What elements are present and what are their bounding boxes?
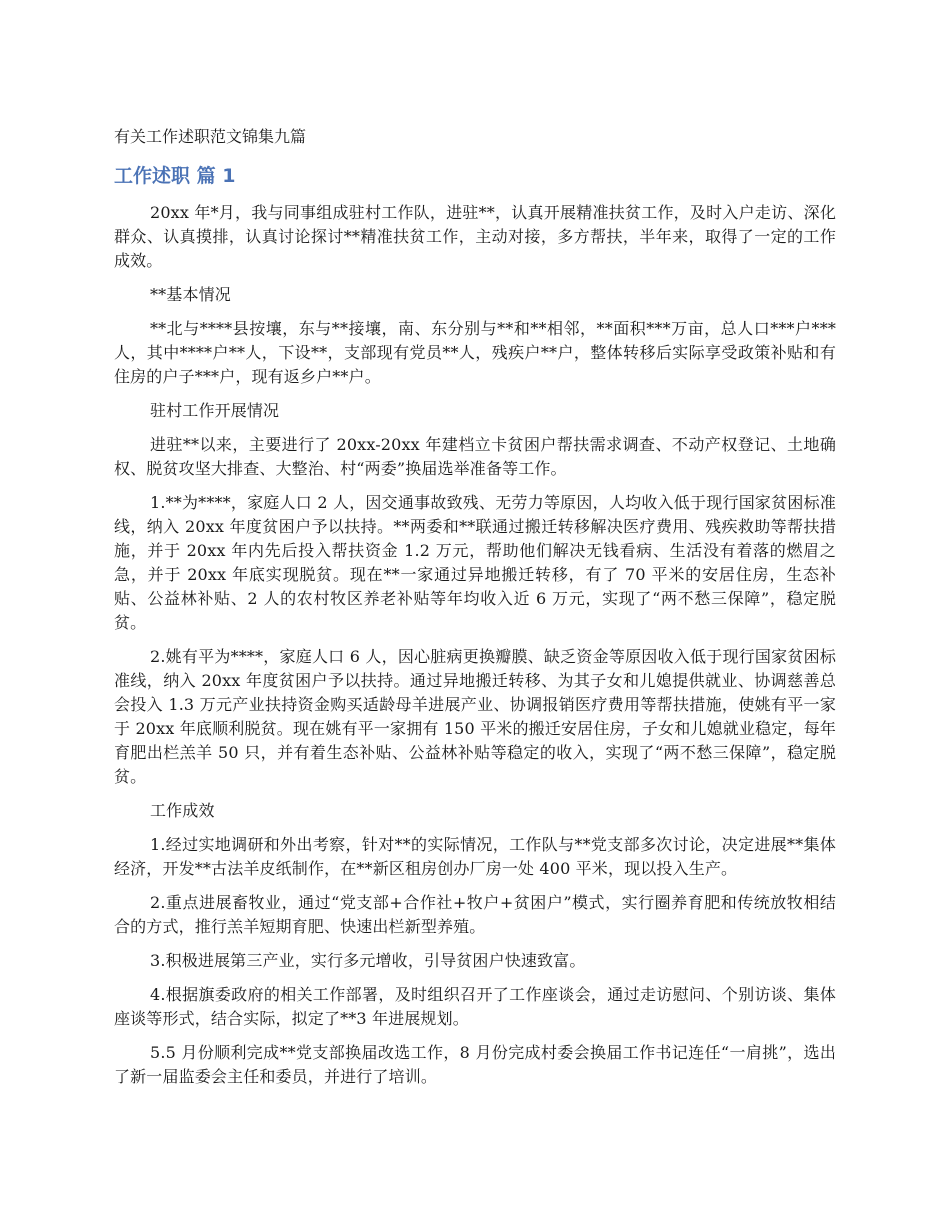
paragraph-result-5: 5.5 月份顺利完成**党支部换届改选工作，8 月份完成村委会换届工作书记连任“一肩挑”，选出了新一届监委会主任和委员，并进行了培训。 [114,1043,836,1086]
document-title: 有关工作述职范文锦集九篇 [114,127,307,146]
subheading-results: 工作成效 [150,801,215,820]
paragraph-case-2: 2.姚有平为****，家庭人口 6 人，因心脏病更换瓣膜、缺乏资金等原因收入低于现行国家贫困标准线，纳入 20xx 年度贫困户予以扶持。通过异地搬迁转移、为其子女和儿媳提供就业、协调慈善总会投入 1.3 万元产业扶持资金购买适龄母羊进展产业、协调报销医疗费用等帮扶措施，使姚有平一家于 20xx 年底顺利脱贫。现在姚有平一家拥有 150 平米的搬迁安居住房，子女和儿媳就业稳定，每年育肥出栏羔羊 50 只，并有着生态补贴、公益林补贴等稳定的收入，实现了“两不愁三保障”，稳定脱贫。 [114,647,836,786]
paragraph-intro: 20xx 年*月，我与同事组成驻村工作队，进驻**，认真开展精准扶贫工作，及时入户走访、深化群众、认真摸排，认真讨论探讨**精准扶贫工作，主动对接，多方帮扶，半年来，取得了一定的工作成效。 [114,203,836,270]
paragraph-case-1: 1.**为****，家庭人口 2 人，因交通事故致残、无劳力等原因，人均收入低于现行国家贫困标准线，纳入 20xx 年度贫困户予以扶持。**两委和**联通过搬迁转移解决医疗费用、残疾救助等帮扶措施，并于 20xx 年内先后投入帮扶资金 1.2 万元，帮助他们解决无钱看病、生活没有着落的燃眉之急，并于 20xx 年底实现脱贫。现在**一家通过异地搬迁转移，有了 70 平米的安居住房，生态补贴、公益林补贴、2 人的农村牧区养老补贴等年均收入近 6 万元，实现了“两不愁三保障”，稳定脱贫。 [114,493,836,632]
paragraph-result-2: 2.重点进展畜牧业，通过“党支部+合作社+牧户+贫困户”模式，实行圈养育肥和传统放牧相结合的方式，推行羔羊短期育肥、快速出栏新型养殖。 [114,893,836,936]
paragraph-basic-situation: **北与****县按壤，东与**接壤，南、东分别与**和**相邻，**面积***万亩，总人口***户***人，其中****户**人，下设**，支部现有党员**人，残疾户**户，整体转移后实际享受政策补贴和有住房的户子***户，现有返乡户**户。 [114,319,836,386]
paragraph-result-3: 3.积极进展第三产业，实行多元增收，引导贫困户快速致富。 [150,951,586,970]
paragraph-work-progress: 进驻**以来，主要进行了 20xx-20xx 年建档立卡贫困户帮扶需求调查、不动产权登记、土地确权、脱贫攻坚大排查、大整治、村“两委”换届选举准备等工作。 [114,435,836,478]
paragraph-result-4: 4.根据旗委政府的相关工作部署，及时组织召开了工作座谈会，通过走访慰问、个别访谈、集体座谈等形式，结合实际，拟定了**3 年进展规划。 [114,985,836,1028]
document-page [114,123,836,1099]
subheading-work-progress: 驻村工作开展情况 [150,401,280,420]
subheading-basic-situation: **基本情况 [150,285,231,304]
paragraph-result-1: 1.经过实地调研和外出考察，针对**的实际情况，工作队与**党支部多次讨论，决定进展**集体经济，开发**古法羊皮纸制作，在**新区租房创办厂房一处 400 平米，现以投入生产。 [114,835,836,878]
section-heading: 工作述职 篇 1 [114,165,236,187]
